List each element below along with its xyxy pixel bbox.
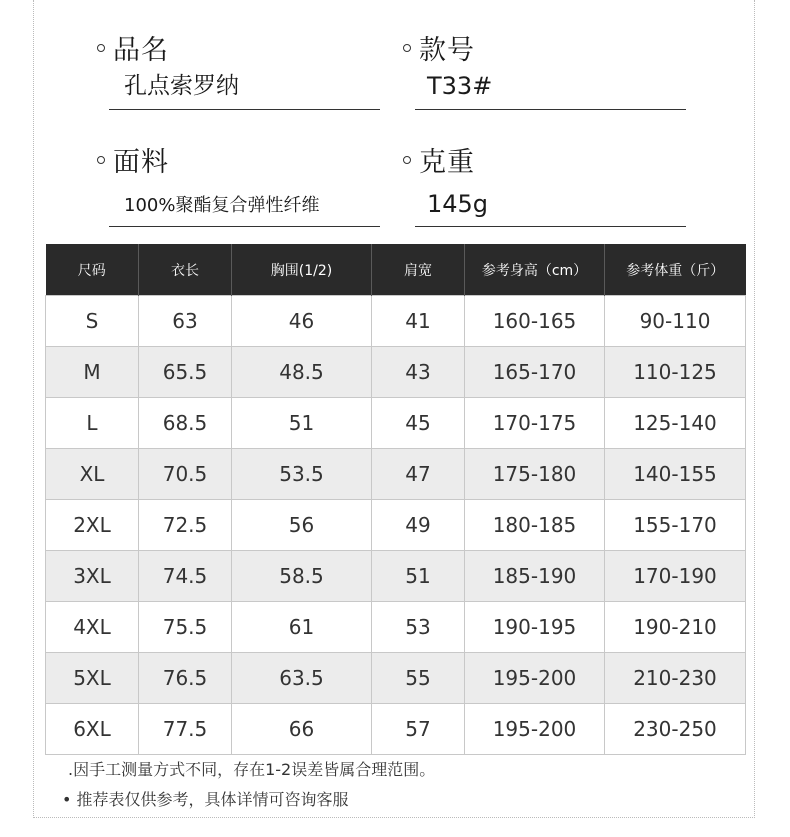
table-cell: 51 — [372, 551, 465, 602]
table-cell: 160-165 — [465, 296, 605, 347]
table-cell: 45 — [372, 398, 465, 449]
size-table — [45, 244, 746, 755]
field-label: 面料 — [113, 147, 169, 178]
table-row — [46, 704, 746, 755]
table-cell: 90-110 — [605, 296, 746, 347]
field-product-name — [97, 28, 239, 99]
table-cell: 61 — [232, 602, 372, 653]
table-cell: 4XL — [46, 602, 139, 653]
field-underline — [109, 109, 380, 110]
table-cell: 185-190 — [465, 551, 605, 602]
table-cell: 53 — [372, 602, 465, 653]
table-cell: 41 — [372, 296, 465, 347]
column-header-shoulder: 肩宽 — [372, 244, 465, 296]
circle-bullet-icon — [403, 156, 411, 164]
field-value: 100%聚酯复合弹性纤维 — [124, 195, 320, 216]
field-label: 克重 — [419, 147, 475, 178]
table-cell: 195-200 — [465, 653, 605, 704]
table-cell: 170-175 — [465, 398, 605, 449]
circle-bullet-icon — [97, 156, 105, 164]
table-cell: 68.5 — [139, 398, 232, 449]
table-cell: 55 — [372, 653, 465, 704]
field-underline — [415, 109, 686, 110]
table-cell: 74.5 — [139, 551, 232, 602]
field-underline — [109, 226, 380, 227]
table-cell: 72.5 — [139, 500, 232, 551]
table-row — [46, 296, 746, 347]
table-cell: 66 — [232, 704, 372, 755]
column-header-weight: 参考体重（斤） — [605, 244, 746, 296]
table-cell: 6XL — [46, 704, 139, 755]
table-cell: M — [46, 347, 139, 398]
size-table-header-row — [46, 244, 746, 296]
table-cell: 53.5 — [232, 449, 372, 500]
table-cell: 195-200 — [465, 704, 605, 755]
table-row — [46, 500, 746, 551]
table-cell: 57 — [372, 704, 465, 755]
field-value: 145g — [427, 190, 489, 218]
table-cell: 77.5 — [139, 704, 232, 755]
table-cell: 110-125 — [605, 347, 746, 398]
table-cell: 180-185 — [465, 500, 605, 551]
circle-bullet-icon — [403, 44, 411, 52]
table-cell: 49 — [372, 500, 465, 551]
field-label: 品名 — [113, 35, 169, 66]
column-header-length: 衣长 — [139, 244, 232, 296]
field-underline — [415, 226, 686, 227]
table-cell: 170-190 — [605, 551, 746, 602]
table-row — [46, 347, 746, 398]
table-cell: 47 — [372, 449, 465, 500]
field-label: 款号 — [419, 35, 475, 66]
circle-bullet-icon — [97, 44, 105, 52]
column-header-height: 参考身高（cm） — [465, 244, 605, 296]
table-row — [46, 602, 746, 653]
table-cell: 125-140 — [605, 398, 746, 449]
table-cell: 48.5 — [232, 347, 372, 398]
table-cell: 43 — [372, 347, 465, 398]
table-cell: 190-210 — [605, 602, 746, 653]
table-cell: 56 — [232, 500, 372, 551]
field-fabric — [97, 140, 320, 216]
field-value: 孔点索罗纳 — [124, 73, 239, 99]
table-cell: 63 — [139, 296, 232, 347]
table-cell: 65.5 — [139, 347, 232, 398]
field-style-number — [403, 28, 493, 100]
table-cell: 210-230 — [605, 653, 746, 704]
table-row — [46, 551, 746, 602]
table-cell: L — [46, 398, 139, 449]
table-cell: 63.5 — [232, 653, 372, 704]
table-cell: 165-170 — [465, 347, 605, 398]
table-cell: 190-195 — [465, 602, 605, 653]
table-cell: 175-180 — [465, 449, 605, 500]
table-cell: 46 — [232, 296, 372, 347]
table-row — [46, 449, 746, 500]
table-cell: 140-155 — [605, 449, 746, 500]
table-cell: 230-250 — [605, 704, 746, 755]
table-cell: S — [46, 296, 139, 347]
table-cell: 76.5 — [139, 653, 232, 704]
table-cell: 155-170 — [605, 500, 746, 551]
table-cell: 70.5 — [139, 449, 232, 500]
table-cell: 75.5 — [139, 602, 232, 653]
column-header-chest: 胸围(1/2) — [232, 244, 372, 296]
column-header-size: 尺码 — [46, 244, 139, 296]
table-cell: XL — [46, 449, 139, 500]
measurement-note: .因手工测量方式不同，存在1-2误差皆属合理范围。 — [68, 760, 436, 779]
table-cell: 58.5 — [232, 551, 372, 602]
table-cell: 5XL — [46, 653, 139, 704]
field-weight — [403, 140, 489, 218]
reference-note: • 推荐表仅供参考，具体详情可咨询客服 — [62, 790, 349, 809]
table-cell: 2XL — [46, 500, 139, 551]
table-cell: 51 — [232, 398, 372, 449]
table-cell: 3XL — [46, 551, 139, 602]
field-value: T33# — [427, 72, 493, 100]
table-row — [46, 653, 746, 704]
table-row — [46, 398, 746, 449]
